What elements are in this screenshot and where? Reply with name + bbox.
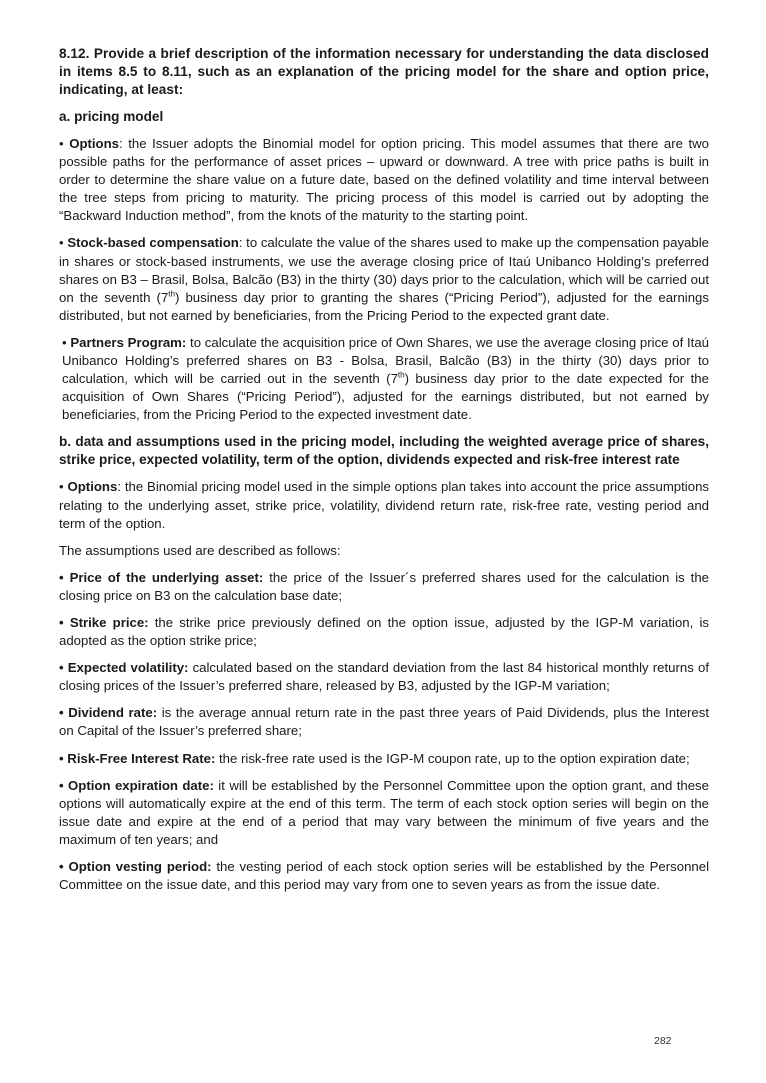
bullet: •	[59, 660, 64, 676]
assumption-text: calculated based on the standard deviation from the last 84 historical monthly returns of closing prices of the Issuer’s preferred share, released by B3, adjusted by the IGP-M variation;	[59, 660, 709, 694]
assumptions-intro: The assumptions used are described as follows:	[59, 542, 341, 558]
section-a-title: a. pricing model	[59, 109, 164, 124]
assumption-item	[59, 858, 709, 894]
superscript: th	[168, 289, 175, 299]
assumption-lead: Option vesting period:	[68, 859, 212, 874]
bullet: •	[59, 859, 64, 874]
bullet: •	[59, 136, 64, 151]
paragraph-text: : the Binomial pricing model used in the simple options plan takes into account the price assumptions relating to the underlying asset, strike price, volatility, dividend return rate, risk-free rate, vesting period and term of the option.	[59, 479, 709, 531]
paragraph-lead: Options	[67, 479, 118, 495]
assumption-text: the price of the Issuer´s preferred shares used for the calculation is the closing price on B3 on the calculation base date;	[59, 569, 710, 603]
paragraph-lead: Stock-based compensation	[67, 235, 239, 251]
paragraph-text: ) business day prior to the date expected for the acquisition of Own Shares (“Pricing Period”), adjusted for the earnings distributed, but not earned by beneficiaries, from the Pricing Period to the expected investment date.	[62, 371, 709, 423]
paragraph-lead: Partners Program:	[70, 334, 187, 350]
section-b-title: b. data and assumptions used in the pricing model, including the weighted average price of shares, strike price, expected volatility, term of the option, dividends expected and risk-free interest rate	[59, 434, 709, 468]
paragraph-text: ) business day prior to granting the shares (“Pricing Period”), adjusted for the earnings distributed, but not earned by beneficiaries, from the Pricing Period to the expected grant date.	[59, 289, 709, 323]
assumption-text: the risk-free rate used is the IGP-M coupon rate, up to the option expiration date;	[215, 750, 690, 766]
assumption-item	[59, 659, 709, 695]
assumption-lead: Price of the underlying asset:	[69, 569, 264, 585]
bullet: •	[59, 569, 64, 585]
assumption-lead: Expected volatility:	[67, 660, 189, 676]
assumption-lead: Strike price:	[69, 614, 149, 630]
paragraph-text: to calculate the acquisition price of Own Shares, we use the average closing price of Itaú Unibanco Holding’s preferred shares on B3 - Bolsa, Brasil, Balcão (B3) in the thirty (30) days prior to calculation, which will be carried out in the seventh (7	[62, 334, 710, 387]
paragraph-stock-based-compensation	[59, 234, 709, 324]
assumption-item	[59, 777, 709, 849]
page-number: 282	[654, 1035, 672, 1047]
assumption-text: it will be established by the Personnel Committee upon the option grant, and these options will automatically expire at the end of this term. The term of each stock option series will begin on the issue date and expire at the end of a period that may vary between the minimum of five years and the maximum of ten years; and	[59, 777, 709, 847]
bullet: •	[59, 705, 64, 721]
paragraph-text: : to calculate the value of the shares used to make up the compensation payable in shares or stock-based instruments, we use the average closing price of Itaú Unibanco Holding’s preferred shares on B3 – Brasil, Bolsa, Balcão (B3) in the thirty (30) days prior to the calculation, which will be carried out on the seventh (7	[59, 235, 709, 305]
assumption-lead: Option expiration date:	[68, 777, 214, 793]
assumption-text: the vesting period of each stock option series will be established by the Personnel Committee on the issue date, and this period may vary from one to seven years as from the issue date.	[59, 859, 709, 893]
paragraph-lead: Options	[69, 136, 120, 151]
bullet: •	[62, 334, 67, 350]
assumption-item	[59, 750, 709, 768]
assumption-item	[59, 614, 709, 650]
paragraph-text: : the Issuer adopts the Binomial model for option pricing. This model assumes that there are two possible paths for the performance of asset prices – upward or downward. A tree with price paths is built in order to determine the share value on a future date, based on the defined volatility and time interval between the tree steps from pricing to maturity. The pricing process of this model is carried out by adopting the “Backward Induction method”, from the knots of the maturity to the starting point.	[59, 136, 710, 224]
paragraph-partners-program	[59, 334, 709, 424]
bullet: •	[59, 777, 64, 793]
bullet: •	[59, 614, 64, 630]
paragraph-options-pricing	[59, 135, 709, 225]
paragraph-options-model	[59, 478, 709, 532]
assumption-lead: Dividend rate:	[68, 705, 158, 721]
bullet: •	[59, 479, 64, 495]
bullet: •	[59, 750, 64, 766]
assumption-text: is the average annual return rate in the past three years of Paid Dividends, plus the Interest on Capital of the Issuer’s preferred share;	[59, 705, 710, 739]
assumption-text: the strike price previously defined on the option issue, adjusted by the IGP-M variation, is adopted as the option strike price;	[59, 614, 709, 649]
superscript: th	[397, 370, 405, 380]
section-heading: 8.12. Provide a brief description of the information necessary for understanding the data disclosed in items 8.5 to 8.11, such as an explanation of the pricing model for the share and option price, indicating, at least:	[59, 46, 709, 97]
assumption-item	[59, 704, 709, 740]
bullet: •	[59, 235, 64, 251]
assumption-item	[59, 569, 709, 605]
assumption-lead: Risk-Free Interest Rate:	[67, 750, 216, 766]
